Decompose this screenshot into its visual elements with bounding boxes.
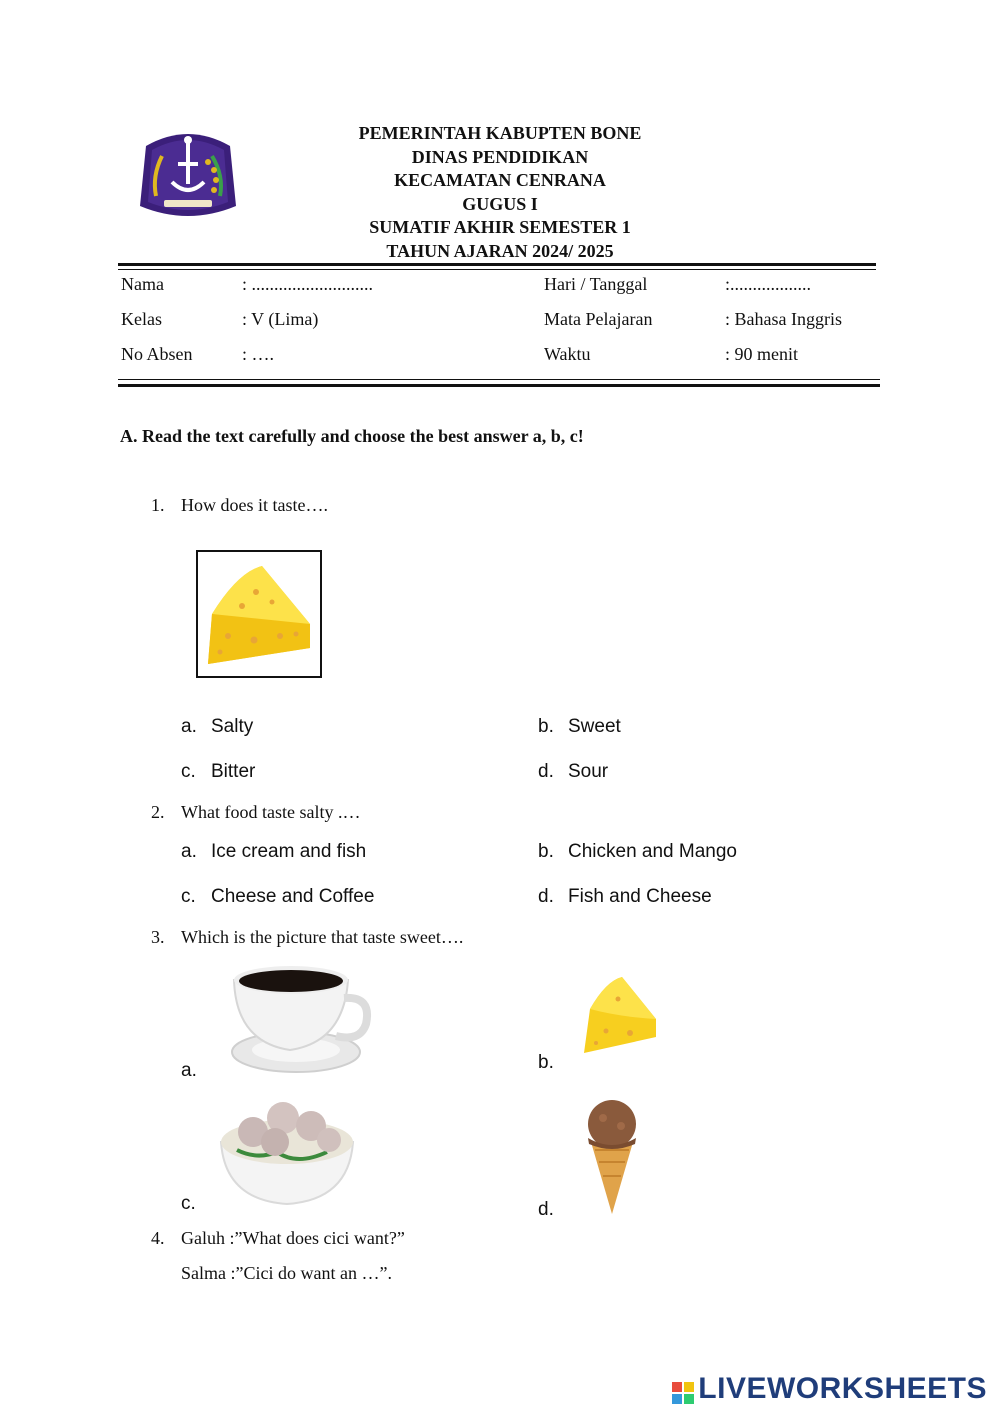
mapel-label: Mata Pelajaran bbox=[544, 309, 653, 329]
q3-option-d-label[interactable]: d. bbox=[538, 1199, 554, 1220]
q3-meatball-soup-image[interactable] bbox=[217, 1096, 357, 1208]
hari-label: Hari / Tanggal bbox=[544, 274, 648, 294]
q1-option-a[interactable]: a. Salty bbox=[181, 716, 254, 737]
q3-coffee-image[interactable] bbox=[226, 958, 374, 1076]
q1-option-b[interactable]: b. Sweet bbox=[538, 716, 621, 737]
liveworksheets-brand bbox=[672, 1372, 987, 1406]
q2-number: 2. bbox=[151, 802, 165, 822]
regency-logo bbox=[138, 126, 238, 224]
section-a-instruction: A. Read the text carefully and choose the best answer a, b, c! bbox=[120, 426, 584, 446]
kelas-value: : V (Lima) bbox=[242, 309, 319, 329]
q1-option-c[interactable]: c. Bitter bbox=[181, 761, 256, 782]
brand-logo-icon bbox=[672, 1378, 694, 1400]
bottom-rule bbox=[118, 384, 880, 387]
q2-option-b[interactable]: b. Chicken and Mango bbox=[538, 841, 737, 862]
top-rule-thin bbox=[118, 269, 876, 270]
header-line-3: KECAMATAN CENRANA bbox=[394, 170, 606, 190]
q3-ice-cream-image[interactable] bbox=[577, 1098, 647, 1216]
hari-value[interactable]: :.................. bbox=[725, 274, 812, 294]
q2-option-a[interactable]: a. Ice cream and fish bbox=[181, 841, 367, 862]
q2-text: What food taste salty .… bbox=[181, 802, 361, 822]
q2-option-b-text: Chicken and Mango bbox=[568, 841, 737, 862]
q1-option-c-text: Bitter bbox=[211, 761, 256, 782]
q1-cheese-image bbox=[196, 550, 322, 678]
q3-option-c-label[interactable]: c. bbox=[181, 1193, 196, 1214]
waktu-label: Waktu bbox=[544, 344, 591, 364]
header-line-4: GUGUS I bbox=[462, 193, 538, 214]
q1-text: How does it taste…. bbox=[181, 495, 328, 515]
q3-number: 3. bbox=[151, 927, 165, 947]
q3-option-a-label[interactable]: a. bbox=[181, 1060, 197, 1081]
q3-text: Which is the picture that taste sweet…. bbox=[181, 927, 464, 947]
mapel-value: : Bahasa Inggris bbox=[725, 309, 842, 329]
header-line-1: PEMERINTAH KABUPTEN BONE bbox=[358, 123, 642, 143]
q4-number: 4. bbox=[151, 1228, 165, 1248]
nama-label: Nama bbox=[121, 274, 164, 294]
kelas-label: Kelas bbox=[121, 309, 162, 329]
q2-option-a-text: Ice cream and fish bbox=[211, 841, 367, 862]
top-rule bbox=[118, 263, 876, 266]
header-line-2: DINAS PENDIDIKAN bbox=[411, 146, 589, 167]
q1-option-b-text: Sweet bbox=[568, 716, 621, 737]
nama-value[interactable]: : ........................... bbox=[242, 274, 374, 294]
q3-option-b-label[interactable]: b. bbox=[538, 1052, 554, 1073]
header-line-5: SUMATIF AKHIR SEMESTER 1 bbox=[369, 217, 631, 237]
q4-dialogue-line-2: Salma :”Cici do want an …”. bbox=[181, 1263, 392, 1283]
q1-number: 1. bbox=[151, 495, 165, 515]
brand-text: LIVEWORKSHEETS bbox=[698, 1372, 987, 1405]
q2-option-d-text: Fish and Cheese bbox=[568, 886, 712, 907]
absen-value[interactable]: : …. bbox=[242, 344, 275, 364]
absen-label: No Absen bbox=[121, 344, 193, 364]
q2-option-d[interactable]: d. Fish and Cheese bbox=[538, 886, 712, 907]
q2-option-c[interactable]: c. Cheese and Coffee bbox=[181, 886, 375, 907]
q4-dialogue-line-1: Galuh :”What does cici want?” bbox=[181, 1228, 405, 1248]
q2-option-c-text: Cheese and Coffee bbox=[211, 886, 375, 907]
q1-option-a-text: Salty bbox=[211, 716, 254, 737]
waktu-value: : 90 menit bbox=[725, 344, 798, 364]
school-header bbox=[250, 122, 750, 263]
bottom-rule-thin bbox=[118, 379, 880, 380]
q1-option-d[interactable]: d. Sour bbox=[538, 761, 609, 782]
header-line-6: TAHUN AJARAN 2024/ 2025 bbox=[386, 240, 614, 261]
q3-cheese-image[interactable] bbox=[580, 975, 658, 1057]
q1-option-d-text: Sour bbox=[568, 761, 609, 782]
